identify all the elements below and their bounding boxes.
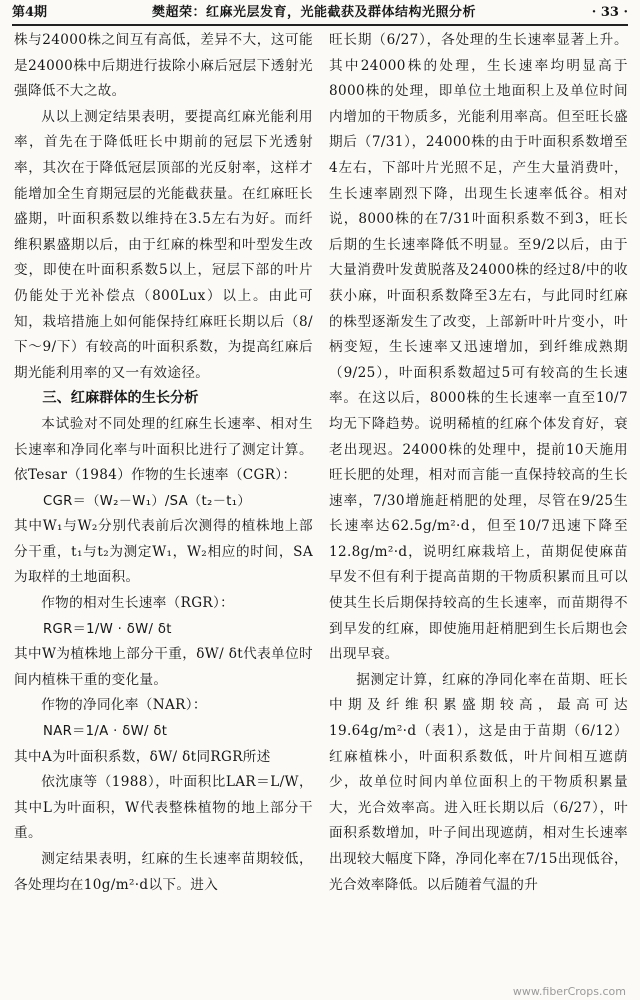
formula-rgr: RGR＝1/W · δW/ δt (43, 621, 172, 637)
issue-number: 第4期 (12, 5, 48, 20)
section-heading: 三、红麻群体的生长分析 (42, 390, 199, 407)
paragraph-conclusion: 从以上测定结果表明，要提高红麻光能利用率，首先在于降低旺长中期前的冠层下光透射率，其次在于降低冠层顶部的光反射率，这样才能增加全生育期冠层的光能截获量。在红麻旺长盛期，叶面积系数以维持在3.5左右为好。而纤维积累盛期以后，由于红麻的株型和叶型发生改变，即使在叶面积系数5以上，冠层下部的叶片仍能处于光补偿点（800Lux）以上。由此可知，栽培措施上如何能保持红麻旺长期以后（8/下～9/下）有较高的叶面积系数，为提高红麻后期光能利用率的又一有效途径。 (14, 108, 313, 381)
paragraph-growth-rate: 旺长期（6/27），各处理的生长速率显著上升。其中24000株的处理，生长速率均明显高于8000株的处理，即单位土地面积上及单位时间内增加的干物质多，光能利用率高。但至旺长盛期后（7/31），24000株的由于叶面积系数增至4左右，下部叶片光照不足，产生大量消费叶，生长速率剧烈下降，出现生长速率低谷。相对说，8000株的在7/31叶面积系数不到3，旺长后期的生长速率降低不明显。至9/2以后，由于大量消费叶发黄脱落及24000株的经过8/中的收获小麻，叶面积系数降至3左右，与此同时红麻的株型逐渐发生了改变，上部新叶叶片变小，叶柄变短，生长速率又迅速增加，到纤维成熟期（9/25），叶面积系数超过5可有较高的生长速率。在这以后，8000株的生长速率一直至10/7均无下降趋势。说明稀植的红麻个体发育好，衰老出现迟。24000株的处理中，提前10天施用旺长肥的处理，相对而言能一直保持较高的生长速率，7/30增施赶梢肥的处理，尽管在9/25生长速率达62.5g/m²·d，但至10/7迅速下降至12.8g/m²·d，说明红麻栽培上，苗期促使麻苗早发不但有利于提高苗期的干物质积累而且可以使其生长后期保持较高的生长速率，而苗期得不到早发的红麻，即使施用赶梢肥到生长后期也会出现早衰。 (329, 32, 628, 663)
watermark: www.fiberCrops.com (512, 985, 626, 998)
formula-nar: NAR＝1/A · δW/ δt (43, 724, 168, 740)
paragraph-nar-results: 据测定计算，红麻的净同化率在苗期、旺长中期及纤维积累盛期较高，最高可达19.64g/m²·d（表1），这是由于苗期（6/12）红麻植株小，叶面积系数低，叶片间相互遮荫少，故单位时间内单位面积上的干物质积累量大，光合效率高。进入旺长期以后（6/27），叶面积系数增加，叶子间出现遮荫，相对生长速率出现较大幅度下降，净同化率在7/15出现低谷，光合效率降低。以后随着气温的升 (329, 671, 628, 893)
label-rgr: 作物的相对生长速率（RGR）： (41, 595, 235, 612)
paragraph-cgr-def: 其中W₁与W₂分别代表前后次测得的植株地上部分干重，t₁与t₂为测定W₁，W₂相应的时间，SA为取样的土地面积。 (14, 518, 313, 586)
left-column (14, 28, 313, 1000)
formula-cgr: CGR＝（W₂－W₁）/SA（t₂－t₁） (43, 493, 251, 509)
paragraph-rgr-def: 其中W为植株地上部分干重，δW/ δt代表单位时间内植株干重的变化量。 (14, 646, 313, 688)
page-number: · 33 · (591, 5, 628, 20)
paragraph-method: 本试验对不同处理的红麻生长速率、相对生长速率和净同化率与叶面积比进行了测定计算。依Tesar（1984）作物的生长速率（CGR）： (14, 415, 313, 484)
right-column (329, 28, 628, 1000)
paragraph-lar: 依沈康等（1988），叶面积比LAR＝L/W，其中L为叶面积，W代表整株植物的地上部分干重。 (14, 774, 313, 842)
paragraph-continued: 株与24000株之间互有高低，差异不大，这可能是24000株中后期进行拔除小麻后冠层下透射光强降低不大之故。 (14, 32, 313, 100)
label-nar: 作物的净同化率（NAR）： (41, 697, 207, 714)
paragraph-results: 测定结果表明，红麻的生长速率苗期较低，各处理均在10g/m²·d以下。进入 (14, 851, 313, 893)
two-column-body (14, 28, 628, 1000)
paragraph-nar-def: 其中A为叶面积系数，δW/ δt同RGR所述 (14, 748, 271, 765)
running-header (12, 4, 628, 26)
running-title: 樊超荣：红麻光层发育，光能截获及群体结构光照分析 (152, 5, 477, 20)
